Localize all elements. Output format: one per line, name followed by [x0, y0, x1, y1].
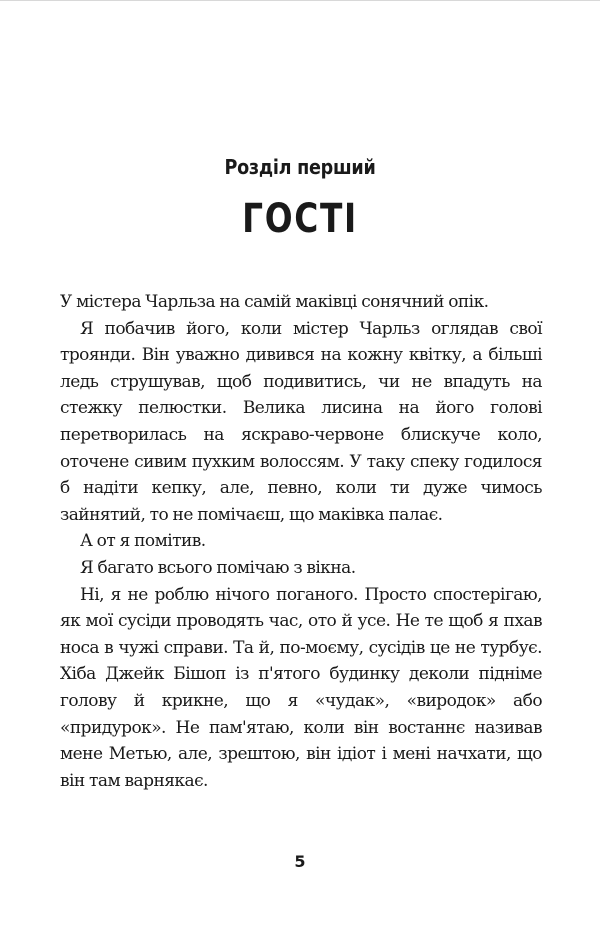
- page-number: 5: [294, 852, 306, 871]
- chapter-title: ГОСТІ: [242, 196, 358, 242]
- body-text: [60, 289, 542, 794]
- paragraph: Я побачив його, коли містер Чарльз оглядав свої троянди. Він уважно дивився на кожну квітку, а більші ледь струшував, щоб подивитись, чи не впадуть на стежку пелюстки. Велика лисина на його голові перетворилась на яскраво-червоне блискуче коло, оточене сивим пухким волоссям. У таку спеку годилося б надіти кепку, але, певно, коли ти дуже чимось зайнятий, то не помічаєш, що маківка палає.: [60, 318, 542, 525]
- paragraph: Я багато всього помічаю з вікна.: [80, 557, 356, 578]
- paragraph: Ні, я не роблю нічого поганого. Просто спостерігаю, як мої сусіди проводять час, ото й усе. Не те щоб я пхав носа в чужі справи. Та й, по-моєму, сусідів це не турбує. Хіба Джейк Бішоп із п'ятого будинку деколи підніме голову й крикне, що я «чудак», «виродок» або «придурок». Не пам'ятаю, коли він востаннє називав мене Метью, але, зрештою, він ідіот і мені начхати, що він там варнякає.: [60, 584, 542, 791]
- paragraph: А от я помітив.: [80, 531, 206, 552]
- chapter-label: Розділ перший: [224, 155, 376, 179]
- paragraph: У містера Чарльза на самій маківці сонячний опік.: [60, 292, 489, 312]
